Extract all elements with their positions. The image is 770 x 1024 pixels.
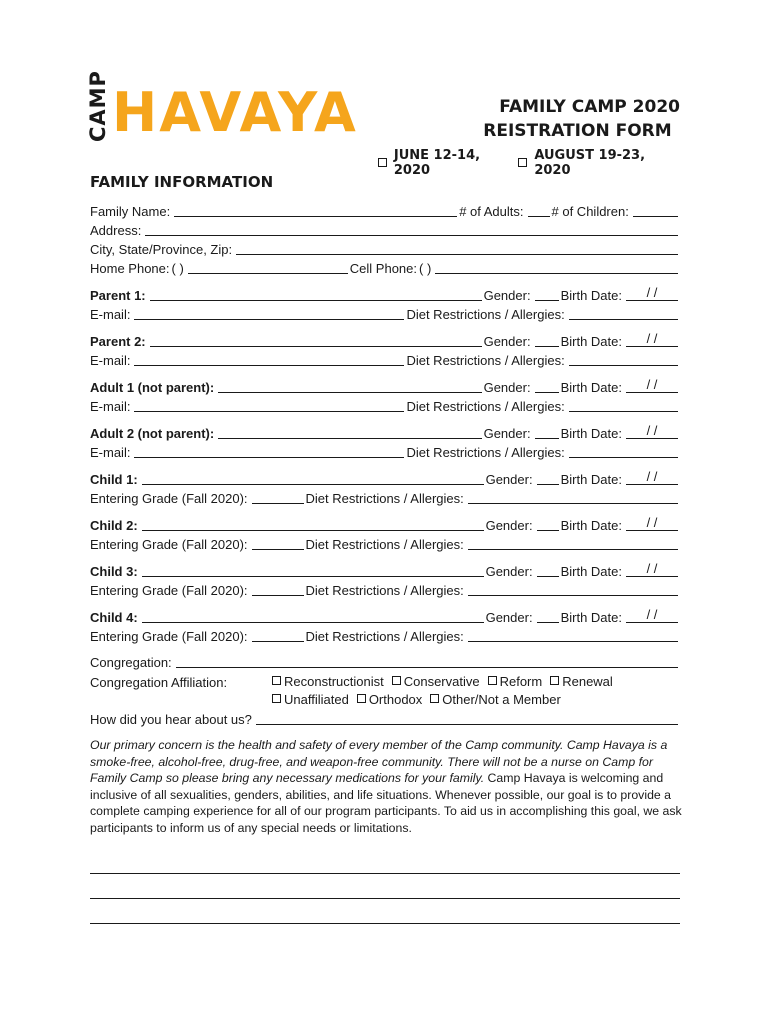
grade-field[interactable] (252, 582, 304, 596)
field-label: Entering Grade (Fall 2020): (90, 629, 248, 644)
child-row (90, 607, 680, 625)
child-grade-row (90, 626, 680, 644)
member-row (90, 285, 680, 303)
member-email-row (90, 304, 680, 322)
date-slashes: / / (646, 515, 658, 530)
gender-field[interactable] (537, 609, 559, 623)
email-field[interactable] (134, 444, 404, 458)
email-field[interactable] (134, 398, 404, 412)
child-grade-row (90, 580, 680, 598)
field-label: E-mail: (90, 353, 131, 368)
birth-date-field[interactable] (626, 423, 678, 439)
birth-date-field[interactable] (626, 469, 678, 485)
field-label: # of Adults: (459, 204, 524, 219)
field-label: Gender: (483, 288, 531, 303)
field-label: Diet Restrictions / Allergies: (305, 629, 464, 644)
children-field[interactable] (633, 203, 678, 217)
field-label: Entering Grade (Fall 2020): (90, 537, 248, 552)
date-slashes: / / (646, 377, 658, 392)
diet-field[interactable] (569, 352, 678, 366)
field-label: Gender: (483, 334, 531, 349)
policy-regular-text: Camp Havaya is welcoming and inclusive of all sexualities, genders, abilities, and life situations. Whenever possible, our goal is to provide a complete camping experience for all of our program participants. To aid us in accomplishing this goal, we ask participants to inform us of any special needs or limitations. (90, 771, 682, 835)
affiliation-option-label: Unaffiliated (284, 692, 349, 707)
checkbox-icon[interactable] (378, 158, 387, 167)
field-label: City, State/Province, Zip: (90, 242, 233, 257)
field-label: Gender: (485, 518, 533, 533)
grade-field[interactable] (252, 628, 304, 642)
phone-paren: ( ) (419, 261, 432, 276)
child-row (90, 515, 680, 533)
gender-field[interactable] (535, 425, 559, 439)
member-email-row (90, 396, 680, 414)
form-title (483, 95, 680, 143)
field-label: Entering Grade (Fall 2020): (90, 583, 248, 598)
field-label: Gender: (485, 564, 533, 579)
child-row (90, 561, 680, 579)
checkbox-icon[interactable] (550, 676, 559, 685)
field-label: Diet Restrictions / Allergies: (406, 353, 565, 368)
date-slashes: / / (646, 607, 658, 622)
field-label: Birth Date: (560, 426, 622, 441)
hear-field[interactable] (256, 711, 678, 725)
gender-field[interactable] (537, 471, 559, 485)
notes-line[interactable] (90, 898, 680, 899)
grade-field[interactable] (252, 490, 304, 504)
child-grade-row (90, 534, 680, 552)
date-slashes: / / (646, 469, 658, 484)
member-row (90, 423, 680, 441)
diet-field[interactable] (468, 628, 678, 642)
field-label: Diet Restrictions / Allergies: (406, 307, 565, 322)
congregation-row (90, 652, 680, 670)
birth-date-field[interactable] (626, 377, 678, 393)
field-label: Birth Date: (560, 472, 622, 487)
child-label: Child 4: (90, 610, 138, 625)
field-label: Gender: (483, 426, 531, 441)
notes-line[interactable] (90, 873, 680, 874)
member-label: Adult 2 (not parent): (90, 426, 215, 441)
field-label: Diet Restrictions / Allergies: (305, 537, 464, 552)
member-label: Parent 2: (90, 334, 146, 349)
child-label: Child 1: (90, 472, 138, 487)
session-label: JUNE 12-14, 2020 (393, 148, 481, 178)
diet-field[interactable] (468, 536, 678, 550)
family-name-row (90, 201, 680, 219)
field-label: Home Phone: (90, 261, 170, 276)
child-grade-row (90, 488, 680, 506)
child-name-field[interactable] (142, 563, 484, 577)
gender-field[interactable] (535, 287, 559, 301)
phone-paren: ( ) (171, 261, 184, 276)
field-label: E-mail: (90, 307, 131, 322)
affiliation-option-label: Other/Not a Member (442, 692, 561, 707)
session-option-june[interactable] (378, 148, 518, 178)
child-label: Child 3: (90, 564, 138, 579)
field-label: Family Name: (90, 204, 171, 219)
affiliation-row (90, 672, 270, 690)
field-label: Diet Restrictions / Allergies: (305, 491, 464, 506)
affiliation-option[interactable] (392, 674, 480, 689)
date-slashes: / / (646, 331, 658, 346)
affiliation-option[interactable] (488, 674, 543, 689)
affiliation-option-label: Conservative (403, 674, 480, 689)
gender-field[interactable] (537, 517, 559, 531)
field-label: E-mail: (90, 399, 131, 414)
field-label: How did you hear about us? (90, 712, 252, 727)
child-name-field[interactable] (142, 517, 484, 531)
checkbox-icon[interactable] (357, 694, 366, 703)
diet-field[interactable] (569, 444, 678, 458)
session-dates (378, 148, 683, 178)
section-heading: FAMILY INFORMATION (90, 173, 274, 191)
field-label: Diet Restrictions / Allergies: (305, 583, 464, 598)
affiliation-option[interactable] (430, 692, 561, 707)
phone-row (90, 258, 680, 276)
gender-field[interactable] (535, 379, 559, 393)
grade-field[interactable] (252, 536, 304, 550)
field-label: Address: (90, 223, 142, 238)
field-label: Birth Date: (560, 564, 622, 579)
checkbox-icon[interactable] (272, 676, 281, 685)
policy-italic-text: Our primary concern is the health and safety of every member of the Camp community. Camp Havaya is a smoke-free, alcohol-free, drug-free, and weapon-free community. There will not be a nurse on Camp for Family Camp so please bring any necessary medications for your family. (90, 738, 668, 785)
field-label: Diet Restrictions / Allergies: (406, 399, 565, 414)
checkbox-icon[interactable] (272, 694, 281, 703)
member-label: Adult 1 (not parent): (90, 380, 215, 395)
diet-field[interactable] (569, 398, 678, 412)
title-line-1: FAMILY CAMP 2020 (499, 97, 680, 117)
diet-field[interactable] (569, 306, 678, 320)
date-slashes: / / (646, 561, 658, 576)
field-label: Birth Date: (560, 380, 622, 395)
home-phone-field[interactable] (188, 260, 348, 274)
notes-line[interactable] (90, 923, 680, 924)
birth-date-field[interactable] (626, 331, 678, 347)
field-label: # of Children: (551, 204, 629, 219)
email-field[interactable] (134, 306, 404, 320)
congregation-field[interactable] (176, 654, 678, 668)
city-field[interactable] (236, 241, 678, 255)
logo-camp-text: CAMP (86, 70, 110, 142)
adults-field[interactable] (528, 203, 550, 217)
checkbox-icon[interactable] (518, 158, 527, 167)
child-name-field[interactable] (142, 609, 484, 623)
field-label: Birth Date: (560, 518, 622, 533)
field-label: Gender: (485, 472, 533, 487)
field-label: Cell Phone: (349, 261, 417, 276)
birth-date-field[interactable] (626, 515, 678, 531)
hear-row (90, 709, 680, 727)
member-row (90, 331, 680, 349)
field-label: Congregation Affiliation: (90, 675, 228, 690)
cell-phone-field[interactable] (435, 260, 678, 274)
address-row (90, 220, 680, 238)
diet-field[interactable] (468, 490, 678, 504)
affiliation-option-label: Reconstructionist (284, 674, 384, 689)
field-label: Birth Date: (560, 610, 622, 625)
logo-havaya-text: HAVAYA (112, 81, 358, 144)
gender-field[interactable] (537, 563, 559, 577)
affiliation-option-label: Orthodox (368, 692, 423, 707)
field-label: Birth Date: (560, 334, 622, 349)
member-name-field[interactable] (218, 379, 481, 393)
diet-field[interactable] (468, 582, 678, 596)
birth-date-field[interactable] (626, 561, 678, 577)
affiliation-option[interactable] (272, 674, 384, 689)
child-row (90, 469, 680, 487)
affiliation-option-label: Renewal (562, 674, 613, 689)
gender-field[interactable] (535, 333, 559, 347)
date-slashes: / / (646, 285, 658, 300)
checkbox-icon[interactable] (488, 676, 497, 685)
email-field[interactable] (134, 352, 404, 366)
birth-date-field[interactable] (626, 607, 678, 623)
affiliation-option[interactable] (357, 692, 422, 707)
field-label: Birth Date: (560, 288, 622, 303)
field-label: Congregation: (90, 655, 172, 670)
birth-date-field[interactable] (626, 285, 678, 301)
field-label: Gender: (485, 610, 533, 625)
field-label: Gender: (483, 380, 531, 395)
affiliation-options-row-2 (272, 692, 561, 707)
child-name-field[interactable] (142, 471, 484, 485)
member-name-field[interactable] (150, 333, 482, 347)
field-label: Entering Grade (Fall 2020): (90, 491, 248, 506)
title-line-2: REISTRATION FORM (483, 121, 672, 141)
child-label: Child 2: (90, 518, 138, 533)
member-email-row (90, 350, 680, 368)
member-name-field[interactable] (218, 425, 481, 439)
address-field[interactable] (145, 222, 678, 236)
checkbox-icon[interactable] (392, 676, 401, 685)
member-label: Parent 1: (90, 288, 146, 303)
checkbox-icon[interactable] (430, 694, 439, 703)
member-name-field[interactable] (150, 287, 482, 301)
member-row (90, 377, 680, 395)
field-label: Diet Restrictions / Allergies: (406, 445, 565, 460)
session-label: AUGUST 19-23, 2020 (534, 148, 646, 178)
field-label: E-mail: (90, 445, 131, 460)
date-slashes: / / (646, 423, 658, 438)
session-option-august[interactable] (518, 148, 683, 178)
affiliation-option-label: Reform (499, 674, 543, 689)
affiliation-options-row-1 (272, 674, 613, 689)
policy-statement (90, 737, 685, 836)
city-row (90, 239, 680, 257)
affiliation-option[interactable] (272, 692, 349, 707)
family-name-field[interactable] (174, 203, 457, 217)
affiliation-option[interactable] (550, 674, 613, 689)
member-email-row (90, 442, 680, 460)
